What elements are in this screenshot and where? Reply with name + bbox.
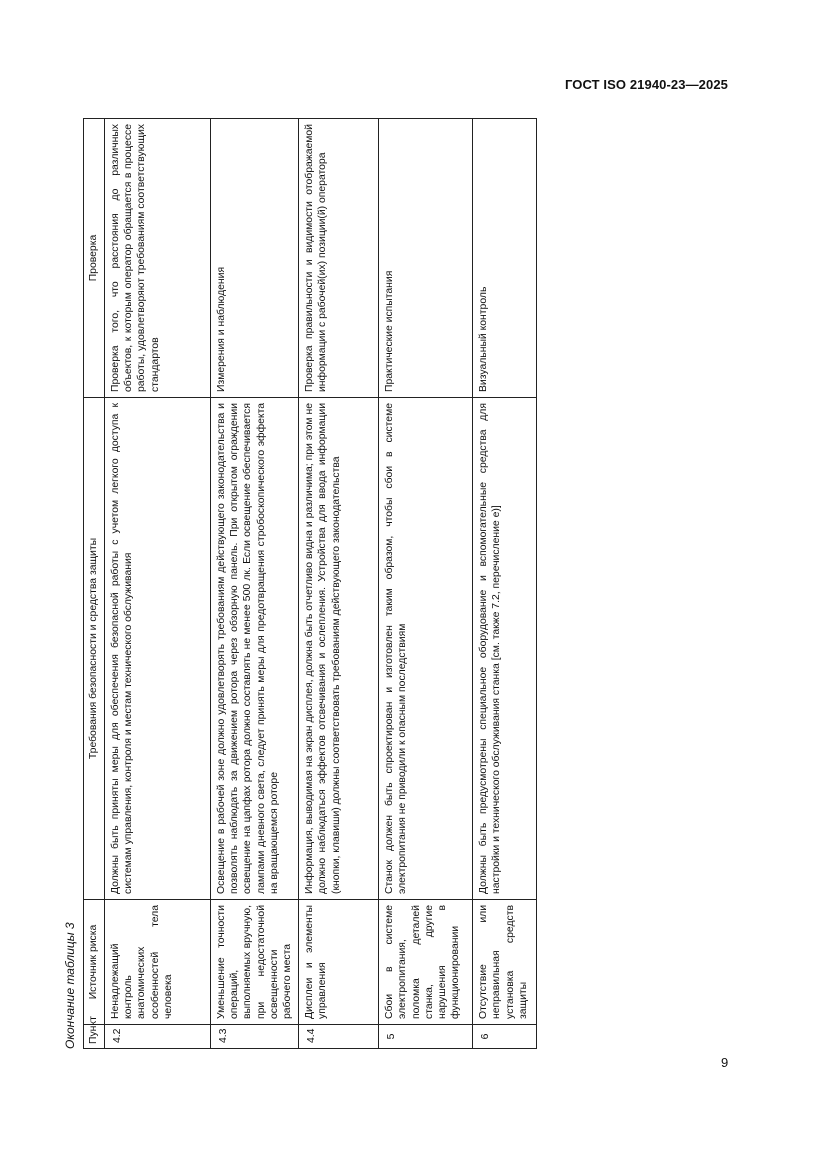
cell-risk-source: Отсутствие или неправильная установка средств защиты <box>473 900 537 1025</box>
header-requirements: Требования безопасности и средства защиты <box>84 398 105 900</box>
cell-item: 4.3 <box>211 1025 299 1049</box>
table-header-row <box>84 119 105 1049</box>
cell-requirements: Освещение в рабочей зоне должно удовлетворять требованиям действующего законодательства и позволять наблюдать за движением ротора через обзорную панель. При открытом ограждении освещение на цапфах ротора должно составлять не менее 500 лк. Если освещение обеспечивается лампами дневного света, следует принять меры для предотвращения стробоскопического эффекта на вращающемся роторе <box>211 398 299 900</box>
cell-verification: Визуальный контроль <box>473 119 537 398</box>
cell-item: 5 <box>379 1025 473 1049</box>
cell-item: 4.2 <box>105 1025 211 1049</box>
standard-designation: ГОСТ ISO 21940-23—2025 <box>565 77 728 92</box>
table-row <box>105 119 211 1049</box>
cell-verification: Практические испытания <box>379 119 473 398</box>
cell-requirements: Должны быть предусмотрены специальное оборудование и вспомогательные средства для настройки и технического обслуживания станка [см. также 7.2, перечисление е)] <box>473 398 537 900</box>
table-row <box>299 119 379 1049</box>
table-row <box>473 119 537 1049</box>
cell-requirements: Станок должен быть спроектирован и изготовлен таким образом, чтобы сбои в системе электропитания не приводили к опасным последствиям <box>379 398 473 900</box>
cell-item: 4.4 <box>299 1025 379 1049</box>
cell-verification: Измерения и наблюдения <box>211 119 299 398</box>
cell-risk-source: Сбои в системе электропитания, поломка деталей станка, другие нарушения в функционировании <box>379 900 473 1025</box>
rotated-table-block <box>63 119 563 1049</box>
table-row <box>211 119 299 1049</box>
cell-risk-source: Дисплеи и элементы управления <box>299 900 379 1025</box>
cell-requirements: Должны быть приняты меры для обеспечения безопасной работы с учетом легкого доступа к системам управления, контроля и местам технического обслуживания <box>105 398 211 900</box>
cell-item: 6 <box>473 1025 537 1049</box>
header-risk-source: Источник риска <box>84 900 105 1025</box>
table-caption: Окончание таблицы 3 <box>63 922 77 1049</box>
cell-risk-source: Ненадлежащий контроль анатомических особенностей тела человека <box>105 900 211 1025</box>
cell-risk-source: Уменьшение точности операций, выполняемых вручную, при недостаточной освещенности рабочего места <box>211 900 299 1025</box>
cell-requirements: Информация, выводимая на экран дисплея, должна быть отчетливо видна и различима; при этом не должно наблюдаться эффектов отсвечивания и ослепления. Устройства для ввода информации (кнопки, клавиши) должны соответствовать требованиям действующего законодательства <box>299 398 379 900</box>
page-number: 9 <box>721 1055 729 1070</box>
table-row <box>379 119 473 1049</box>
header-verification: Проверка <box>84 119 105 398</box>
header-item: Пункт <box>84 1025 105 1049</box>
cell-verification: Проверка правильности и видимости отображаемой информации с рабочей(их) позиции(й) оператора <box>299 119 379 398</box>
requirements-table <box>83 118 537 1049</box>
cell-verification: Проверка того, что расстояния до различных объектов, к которым оператор обращается в процессе работы, удовлетворяют требованиям соответствующих стандартов <box>105 119 211 398</box>
